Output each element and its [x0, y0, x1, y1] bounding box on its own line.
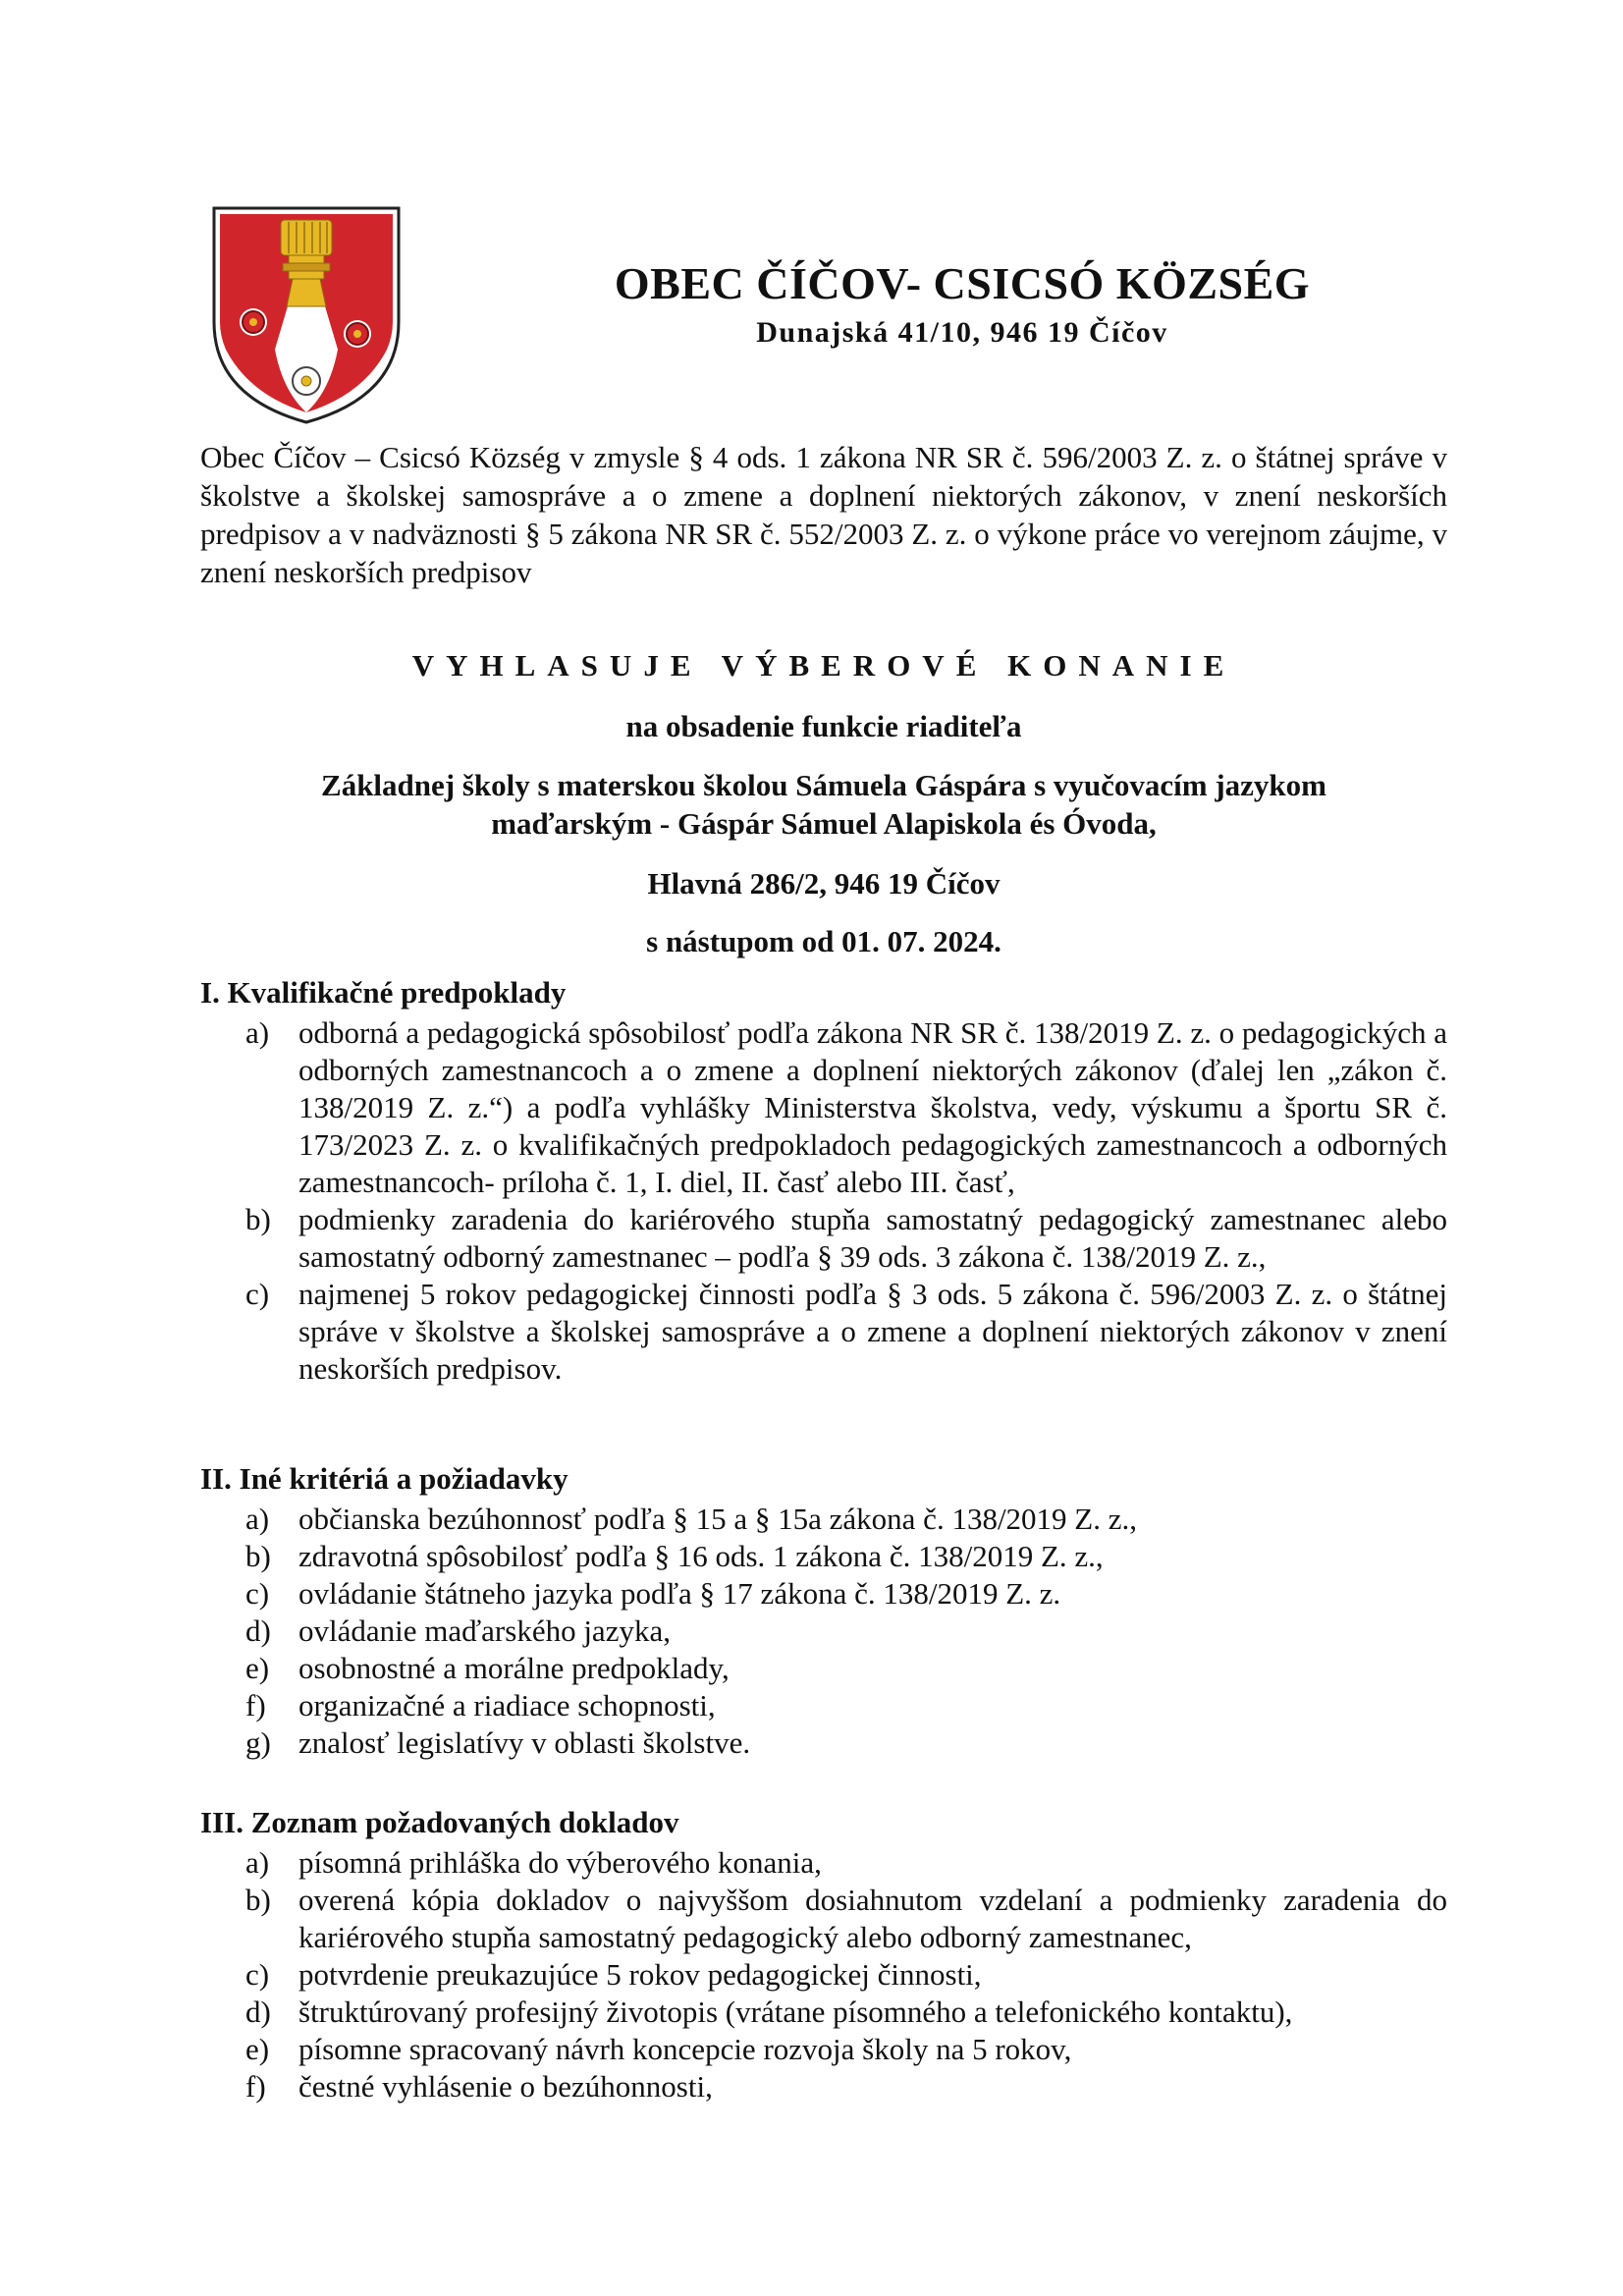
required-documents-list	[245, 1844, 1447, 2105]
list-item	[245, 1687, 1447, 1724]
list-marker: c)	[245, 1277, 270, 1311]
list-marker: c)	[245, 1576, 270, 1611]
list-item	[245, 1956, 1447, 1994]
list-item	[245, 1501, 1447, 1538]
list-item-text: zdravotná spôsobilosť podľa § 16 ods. 1 zákona č. 138/2019 Z. z.,	[298, 1539, 1104, 1573]
list-item-text: čestné vyhlásenie o bezúhonnosti,	[298, 2069, 713, 2104]
school-name-line-2: maďarským - Gáspár Sámuel Alapiskola és Óvoda,	[491, 806, 1157, 841]
list-item-text: overená kópia dokladov o najvyššom dosiahnutom vzdelaní a podmienky zaradenia do kariérového stupňa samostatný pedagogický alebo odborný zamestnanec,	[298, 1883, 1447, 1954]
list-item	[245, 1724, 1447, 1762]
list-item-text: písomná prihláška do výberového konania,	[298, 1845, 822, 1880]
list-marker: e)	[245, 1651, 270, 1685]
list-marker: c)	[245, 1957, 270, 1992]
list-item-text: najmenej 5 rokov pedagogickej činnosti podľa § 3 ods. 5 zákona č. 596/2003 Z. z. o štátnej správe v školstve a školskej samospráve a o zmene a doplnení niektorých zákonov v znení neskorších predpisov.	[298, 1277, 1447, 1386]
list-item	[245, 2068, 1447, 2105]
list-marker: b)	[245, 1202, 271, 1236]
list-item	[245, 1613, 1447, 1650]
list-item-text: písomne spracovaný návrh koncepcie rozvoja školy na 5 rokov,	[298, 2032, 1072, 2066]
position-purpose: na obsadenie funkcie riaditeľa	[625, 709, 1022, 743]
list-item	[245, 2031, 1447, 2068]
other-criteria-list	[245, 1501, 1447, 1762]
list-marker: f)	[245, 2069, 266, 2104]
section-heading-required-documents: III. Zoznam požadovaných dokladov	[200, 1805, 679, 1839]
list-marker: e)	[245, 2032, 270, 2066]
list-item	[245, 1201, 1447, 1276]
list-marker: b)	[245, 1883, 271, 1917]
list-marker: b)	[245, 1539, 271, 1573]
list-item-text: organizačné a riadiace schopnosti,	[298, 1688, 716, 1722]
coat-of-arms-icon	[210, 204, 403, 426]
municipality-address: Dunajská 41/10, 946 19 Číčov	[756, 316, 1168, 349]
school-address: Hlavná 286/2, 946 19 Číčov	[647, 866, 1001, 901]
list-marker: a)	[245, 1845, 270, 1880]
intro-paragraph: Obec Číčov – Csicsó Község v zmysle § 4 ods. 1 zákona NR SR č. 596/2003 Z. z. o štátnej správe v školstve a školskej samospráve a o zmene a doplnení niektorých zákonov, v znení neskorších predpisov a v nadväznosti § 5 zákona NR SR č. 552/2003 Z. z. o výkone práce vo verejnom záujme, v znení neskorších predpisov	[200, 440, 1447, 589]
school-name-line-1: Základnej školy s materskou školou Sámuela Gáspára s vyučovacím jazykom	[321, 768, 1326, 802]
list-item	[245, 1882, 1447, 1956]
list-item-text: podmienky zaradenia do kariérového stupňa samostatný pedagogický zamestnanec alebo samostatný odborný zamestnanec – podľa § 39 ods. 3 zákona č. 138/2019 Z. z.,	[298, 1202, 1447, 1274]
section-heading-qualifications: I. Kvalifikačné predpoklady	[200, 975, 567, 1010]
list-item	[245, 1014, 1447, 1201]
list-item-text: štruktúrovaný profesijný životopis (vrátane písomného a telefonického kontaktu),	[298, 1995, 1293, 2029]
list-marker: a)	[245, 1015, 270, 1050]
start-date: s nástupom od 01. 07. 2024.	[646, 924, 1001, 958]
list-item-text: potvrdenie preukazujúce 5 rokov pedagogickej činnosti,	[298, 1957, 982, 1992]
list-marker: a)	[245, 1502, 270, 1536]
list-item-text: osobnostné a morálne predpoklady,	[298, 1651, 730, 1685]
list-marker: d)	[245, 1995, 271, 2029]
list-item	[245, 1575, 1447, 1613]
section-heading-other-criteria: II. Iné kritériá a požiadavky	[200, 1461, 568, 1496]
list-item	[245, 1276, 1447, 1388]
list-item-text: ovládanie štátneho jazyka podľa § 17 zákona č. 138/2019 Z. z.	[298, 1576, 1061, 1611]
announcement-heading: VYHLASUJE VÝBEROVÉ KONANIE	[411, 648, 1236, 683]
list-item-text: odborná a pedagogická spôsobilosť podľa zákona NR SR č. 138/2019 Z. z. o pedagogických a odborných zamestnancoch a o zmene a doplnení niektorých zákonov (ďalej len „zákon č. 138/2019 Z. z.“) a podľa vyhlášky Ministerstva školstva, vedy, výskumu a športu SR č. 173/2023 Z. z. o kvalifikačných predpokladoch pedagogických zamestnancoch a odborných zamestnancoch- príloha č. 1, I. diel, II. časť alebo III. časť,	[298, 1015, 1447, 1199]
list-marker: f)	[245, 1688, 266, 1722]
list-item-text: znalosť legislatívy v oblasti školstve.	[298, 1725, 751, 1760]
municipality-title: OBEC ČÍČOV- CSICSÓ KÖZSÉG	[614, 258, 1311, 308]
list-item-text: ovládanie maďarského jazyka,	[298, 1613, 671, 1648]
qualifications-list	[245, 1014, 1447, 1388]
list-item	[245, 1994, 1447, 2031]
list-marker: d)	[245, 1613, 271, 1648]
list-item-text: občianska bezúhonnosť podľa § 15 a § 15a zákona č. 138/2019 Z. z.,	[298, 1502, 1137, 1536]
list-marker: g)	[245, 1725, 271, 1760]
list-item	[245, 1650, 1447, 1687]
list-item	[245, 1844, 1447, 1882]
list-item	[245, 1538, 1447, 1575]
